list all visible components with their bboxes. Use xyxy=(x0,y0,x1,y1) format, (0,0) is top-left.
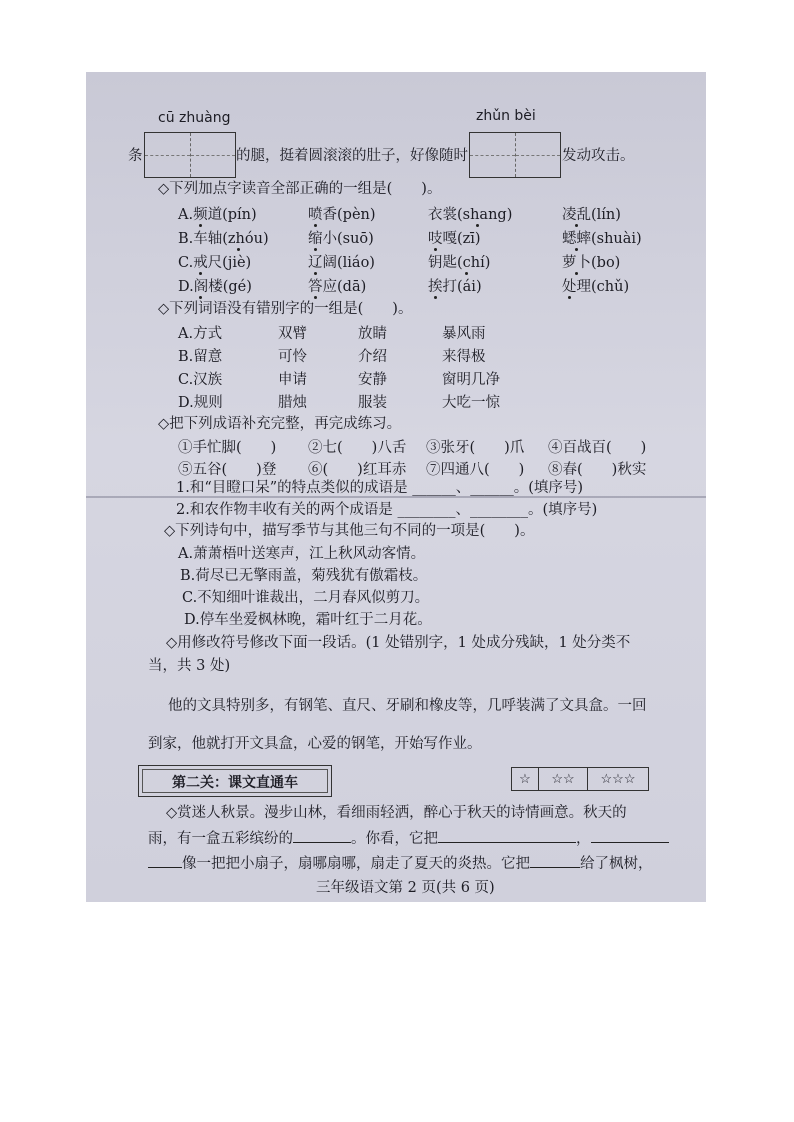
option-label: B. xyxy=(178,231,194,247)
word: 衣 xyxy=(428,207,443,223)
q2-cell: 来得极 xyxy=(442,349,486,365)
q1-b-3 xyxy=(428,227,481,248)
star-2[interactable]: ☆☆ xyxy=(539,768,588,790)
q2-cell: B.留意 xyxy=(178,349,223,365)
q3-sub-1: 1.和“目瞪口呆”的特点类似的成语是 ______、______。(填序号) xyxy=(176,480,584,496)
q4-option-c: C.不知细叶谁裁出，二月春风似剪刀。 xyxy=(182,590,430,606)
dotted-char: 挨 xyxy=(428,279,443,295)
q4-option-a: A.萧萧梧叶送寒声，江上秋风动客情。 xyxy=(178,546,426,562)
fill-blank[interactable] xyxy=(148,853,182,868)
q1-c-3 xyxy=(428,251,490,272)
dotted-char: 缩 xyxy=(308,231,323,247)
dotted-char: 蟋蟀 xyxy=(562,231,591,247)
star-1[interactable]: ☆ xyxy=(512,768,539,790)
word: 打(ái) xyxy=(442,279,482,295)
q2-cell: 介绍 xyxy=(358,349,387,365)
answer-box-right[interactable] xyxy=(469,132,561,178)
word: (bo) xyxy=(591,255,621,271)
dotted-char: 喷 xyxy=(308,207,323,223)
section-title: 第二关：课文直通车 xyxy=(172,775,298,791)
q1-stem: ◇下列加点字读音全部正确的一组是( )。 xyxy=(158,181,442,197)
q1-a-4 xyxy=(562,203,621,224)
word: (lín) xyxy=(591,207,621,223)
q1-d-4 xyxy=(562,275,629,296)
exam-page xyxy=(86,72,706,902)
option-label: D. xyxy=(178,279,194,295)
dotted-char: 辽 xyxy=(308,255,323,271)
fill-blank[interactable] xyxy=(438,828,576,843)
idiom-5: ⑤五谷( )登 xyxy=(178,462,277,478)
word: 楼(gé) xyxy=(208,279,252,295)
q2-cell: 申请 xyxy=(278,372,307,388)
fill-blank[interactable] xyxy=(591,828,669,843)
word: 小(suō) xyxy=(322,231,374,247)
word: 理(chǔ) xyxy=(576,279,630,295)
fill-blank[interactable] xyxy=(293,828,351,843)
q5-paragraph-1: 他的文具特别多，有钢笔、直尺、牙刷和橡皮等，几呼装满了文具盒。一回 xyxy=(168,698,647,714)
pinyin-right: zhǔn bèi xyxy=(476,108,536,124)
q1-b-2 xyxy=(308,227,374,248)
dotted-char: 凌乱 xyxy=(562,207,591,223)
word: 车 xyxy=(193,231,208,247)
dotted-char: 裳(shang) xyxy=(442,207,513,223)
q2-cell: 大吃一惊 xyxy=(442,395,500,411)
dotted-char: 频 xyxy=(193,207,208,223)
q2-cell: 窗明几净 xyxy=(442,372,500,388)
q1-c-1 xyxy=(178,251,251,272)
q4-option-b: B.荷尽已无擎雨盖，菊残犹有傲霜枝。 xyxy=(180,568,428,584)
q1-d-1 xyxy=(178,275,252,296)
q1-a-2 xyxy=(308,203,376,224)
word: 钥 xyxy=(428,255,443,271)
q2-stem: ◇下列词语没有错别字的一组是( )。 xyxy=(158,301,413,317)
dotted-char: 萝卜 xyxy=(562,255,591,271)
idiom-6: ⑥( )红耳赤 xyxy=(308,462,407,478)
word: 尺(jiè) xyxy=(207,255,252,271)
word: 阔(liáo) xyxy=(322,255,375,271)
dotted-char: 答 xyxy=(308,279,323,295)
text: 像一把把小扇子，扇哪扇哪，扇走了夏天的炎热。它把 xyxy=(182,856,530,872)
word: 道(pín) xyxy=(207,207,257,223)
idiom-8: ⑧春( )秋实 xyxy=(548,462,647,478)
q6-line-3 xyxy=(148,853,653,874)
fill-blank[interactable] xyxy=(530,853,580,868)
q2-cell: 放睛 xyxy=(358,326,387,342)
text: ， xyxy=(576,831,591,847)
q2-cell: 暴风雨 xyxy=(442,326,486,342)
dotted-char: 匙(chí) xyxy=(442,255,491,271)
q3-stem: ◇把下列成语补充完整，再完成练习。 xyxy=(158,416,402,432)
q1-c-2 xyxy=(308,251,375,272)
q6-line-1: ◇赏迷人秋景。漫步山林，看细雨轻洒，醉心于秋天的诗情画意。秋天的 xyxy=(166,805,627,821)
word: (shuài) xyxy=(591,231,642,247)
q2-cell: D.规则 xyxy=(178,395,223,411)
idiom-2: ②七( )八舌 xyxy=(308,440,407,456)
answer-box-left[interactable] xyxy=(144,132,236,178)
q1-d-2 xyxy=(308,275,366,296)
word: 香(pèn) xyxy=(322,207,376,223)
dotted-char: 吱 xyxy=(428,231,443,247)
q2-cell: 服装 xyxy=(358,395,387,411)
option-label: A. xyxy=(178,207,194,223)
pinyin-left: cū zhuàng xyxy=(158,110,231,126)
q1-a-3 xyxy=(428,203,512,224)
dotted-char: 阁 xyxy=(193,279,209,295)
sentence-mid: 的腿，挺着圆滚滚的肚子，好像随时 xyxy=(236,148,468,164)
q1-c-4 xyxy=(562,251,620,272)
idiom-4: ④百战百( ) xyxy=(548,440,647,456)
option-label: C. xyxy=(178,255,194,271)
q5-stem-1: ◇用修改符号修改下面一段话。(1 处错别字，1 处成分残缺，1 处分类不 xyxy=(166,635,631,651)
q1-d-3 xyxy=(428,275,482,296)
star-3[interactable]: ☆☆☆ xyxy=(600,771,636,787)
dotted-char: 处 xyxy=(562,279,577,295)
text: 给了枫树， xyxy=(580,856,653,872)
paper-fold xyxy=(86,496,706,498)
q5-paragraph-2: 到家，他就打开文具盒，心爱的钢笔，开始写作业。 xyxy=(148,736,482,752)
idiom-7: ⑦四通八( ) xyxy=(426,462,525,478)
sentence-post: 发动攻击。 xyxy=(562,148,635,164)
q4-option-d: D.停车坐爱枫林晚，霜叶红于二月花。 xyxy=(184,612,432,628)
text: 。你看，它把 xyxy=(351,831,438,847)
page-footer: 三年级语文第 2 页(共 6 页) xyxy=(316,880,495,896)
text: 雨，有一盒五彩缤纷的 xyxy=(148,831,293,847)
q1-b-1 xyxy=(178,227,269,248)
word: 嘎(zī) xyxy=(442,231,481,247)
word: 应(dā) xyxy=(322,279,367,295)
sentence-pre: 条 xyxy=(128,148,143,164)
dotted-char: 戒 xyxy=(193,255,208,271)
dotted-char: 轴(zhóu) xyxy=(207,231,269,247)
q2-cell: 可怜 xyxy=(278,349,307,365)
q2-cell: 腊烛 xyxy=(278,395,307,411)
q1-b-4 xyxy=(562,227,642,248)
q3-sub-2: 2.和农作物丰收有关的两个成语是 ________、________。(填序号) xyxy=(176,502,598,518)
q2-cell: 双臂 xyxy=(278,326,307,342)
q2-cell: C.汉族 xyxy=(178,372,223,388)
idiom-3: ③张牙( )爪 xyxy=(426,440,525,456)
section-banner xyxy=(138,765,332,797)
q6-line-2 xyxy=(148,828,669,849)
q2-cell: A.方式 xyxy=(178,326,223,342)
q2-cell: 安静 xyxy=(358,372,387,388)
q1-a-1 xyxy=(178,203,257,224)
star-rating[interactable] xyxy=(511,767,649,791)
q5-stem-2: 当，共 3 处) xyxy=(148,658,231,674)
q4-stem: ◇下列诗句中，描写季节与其他三句不同的一项是( )。 xyxy=(164,523,535,539)
idiom-1: ①手忙脚( ) xyxy=(178,440,277,456)
